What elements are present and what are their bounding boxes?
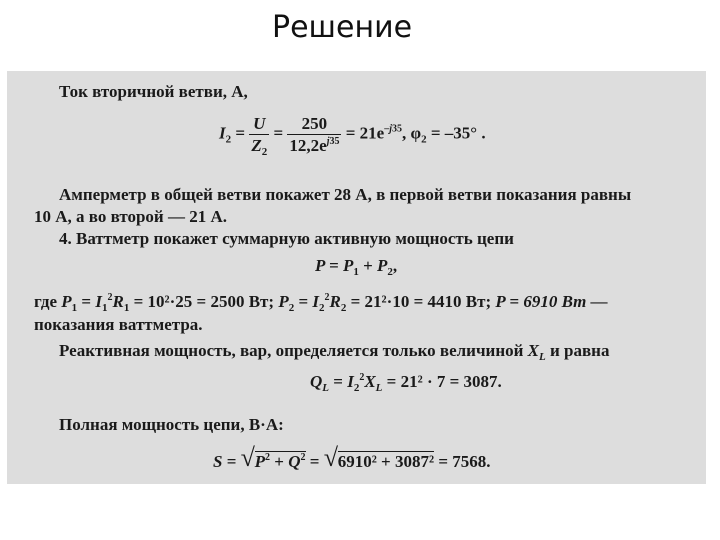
text-line-reactive: Реактивная мощность, вар, определяется только величиной $X_L$ и равна <box>59 341 610 363</box>
slide-title: Решение <box>272 10 413 45</box>
solution-scan <box>7 71 706 484</box>
formula-i2: $I_2$ = $\frac{U}{Z_2}$ = $\frac{250}{12,2e^{j35}}$ = $21e^{-j35}$, $\varphi_2 = -35^\circ$ . <box>219 114 486 158</box>
formula-ql: $Q_L = I_2^2X_L = 21^2 \cdot 7 = 3087$. <box>310 372 502 394</box>
text-line-current: Ток вторичной ветви, А, <box>59 82 248 101</box>
formula-p-sum: $P = P_1 + P_2$, <box>315 256 398 278</box>
formula-p-values: где $P_1 = I_1^2R_1 = 10^2\cdot 25 = 2500$ Вт; $P_2 = I_2^2R_2 = 21^2\cdot 10 = 4410$ Вт; P = 6910 Вт — <box>34 292 608 314</box>
text-line-wattmeter: 4. Ваттметр покажет суммарную активную мощность цепи <box>59 229 514 248</box>
text-line-apparent: Полная мощность цепи, В·А: <box>59 415 284 434</box>
text-line-ammeter-cont: 10 А, а во второй — 21 А. <box>34 207 228 226</box>
formula-s: S = √ $P^2 + Q^2$ = √ 6910² + 3087² = 7568. <box>213 443 491 472</box>
text-line-wattmeter-reading: показания ваттметра. <box>34 315 203 334</box>
text-line-ammeter: Амперметр в общей ветви покажет 28 А, в первой ветви показания равны <box>59 185 632 204</box>
